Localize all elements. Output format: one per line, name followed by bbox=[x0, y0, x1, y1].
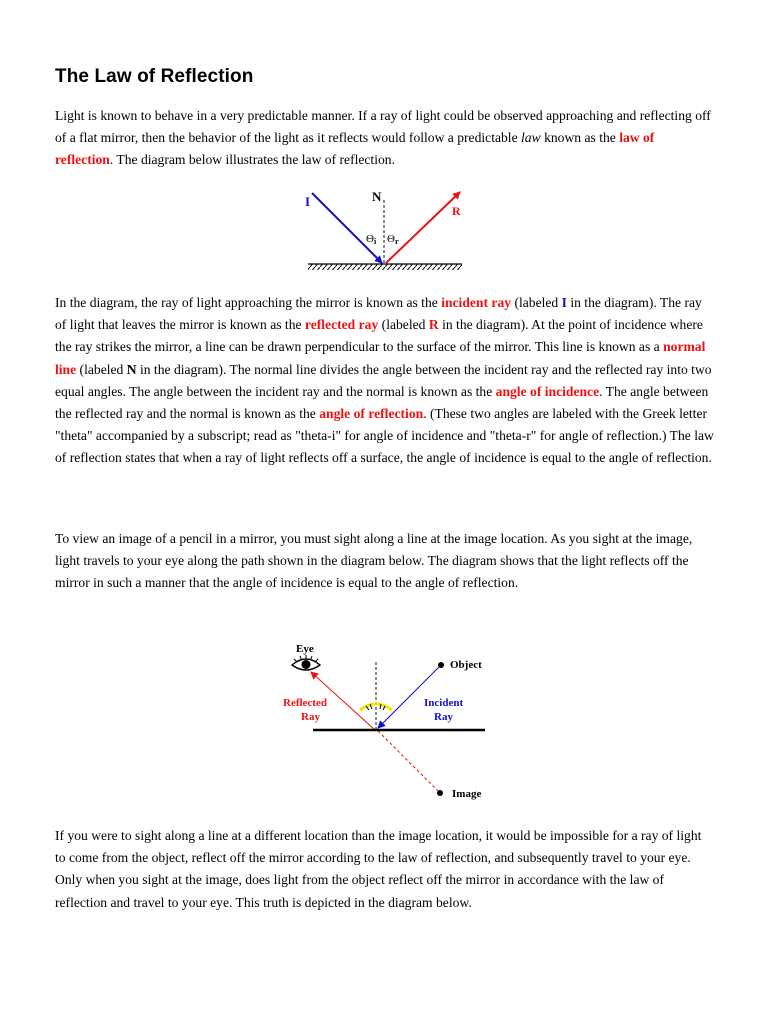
law-word: law bbox=[521, 130, 541, 146]
eye-label: Eye bbox=[296, 643, 314, 655]
paragraph-definitions: In the diagram, the ray of light approaching the mirror is known as the incident ray (labeled I in the diagram). The ray of light that leaves the mirror is known as the reflected ray (labeled R in the diagram). At the point of incidence where the ray strikes the mirror, a line can be drawn perpendicular to the surface of the mirror. This line is known as a normal line (labeled N in the diagram). The normal line divides the angle between the incident ray and the reflected ray into two equal angles. The angle between the incident ray and the normal is known as the angle of incidence. The angle between the reflected ray and the normal is known as the angle of reflection. (These two angles are labeled with the Greek letter "theta" accompanied by a subscript; read as "theta-i" for angle of incidence and "theta-r" for angle of reflection.) The law of reflection states that when a ray of light reflects off a surface, the angle of incidence is equal to the angle of reflection. bbox=[55, 295, 714, 466]
label-n: N bbox=[372, 189, 382, 204]
incident-ray-label-1: Incident bbox=[424, 697, 464, 709]
term-reflected-ray: reflected ray bbox=[304, 317, 379, 333]
label-r: R bbox=[452, 204, 461, 218]
term-angle-of-reflection: angle of reflection bbox=[319, 406, 424, 422]
page-title: The Law of Reflection bbox=[55, 66, 254, 87]
label-i: I bbox=[305, 194, 311, 209]
reflected-ray-label-2: Ray bbox=[301, 711, 320, 723]
image-dot bbox=[437, 790, 443, 796]
term-normal-line: normal line bbox=[55, 339, 706, 377]
label-ref-r: R bbox=[428, 317, 439, 333]
incident-ray-label-2: Ray bbox=[434, 711, 453, 723]
label-ref-i: I bbox=[561, 295, 567, 310]
reflected-ray-label-1: Reflected bbox=[283, 697, 327, 709]
paragraph-pencil: To view an image of a pencil in a mirror, you must sight along a line at the image location. As you sight at the image, light travels to your eye along the path shown in the diagram below. The diagram shows that the light reflects off the mirror in such a manner that the angle of incidence is equal to the angle of reflection. bbox=[55, 531, 693, 591]
eye-icon bbox=[292, 655, 320, 670]
term-law-of-reflection: law of reflection bbox=[55, 130, 655, 168]
reflection-diagram bbox=[300, 183, 470, 273]
object-label: Object bbox=[450, 659, 482, 671]
paragraph-intro: Light is known to behave in a very predictable manner. If a ray of light could be observed approaching and reflecting off of a flat mirror, then the behavior of the light as it reflects would follow a predictable law known as the law of reflection. The diagram below illustrates the law of reflection. bbox=[55, 108, 711, 168]
object-dot bbox=[438, 662, 444, 668]
virtual-ray-extension bbox=[378, 731, 438, 791]
label-ref-n: N bbox=[126, 361, 137, 377]
theta-i-label: Θi bbox=[366, 233, 377, 246]
term-angle-of-incidence: angle of incidence bbox=[495, 383, 600, 399]
term-incident-ray: incident ray bbox=[441, 295, 512, 310]
theta-r-label: Θr bbox=[387, 233, 399, 246]
mirror-hatching bbox=[308, 264, 462, 270]
mirror-image-diagram bbox=[280, 640, 490, 805]
paragraph-different-location: If you were to sight along a line at a different location than the image location, it would be impossible for a ray of light to come from the object, reflect off the mirror according to the law of reflection, and subsequently travel to your eye. Only when you sight at the image, does light from the object reflect off the mirror in accordance with the law of reflection and travel to your eye. This truth is depicted in the diagram below. bbox=[55, 828, 702, 910]
image-label: Image bbox=[452, 788, 482, 800]
reflected-ray bbox=[386, 192, 460, 263]
